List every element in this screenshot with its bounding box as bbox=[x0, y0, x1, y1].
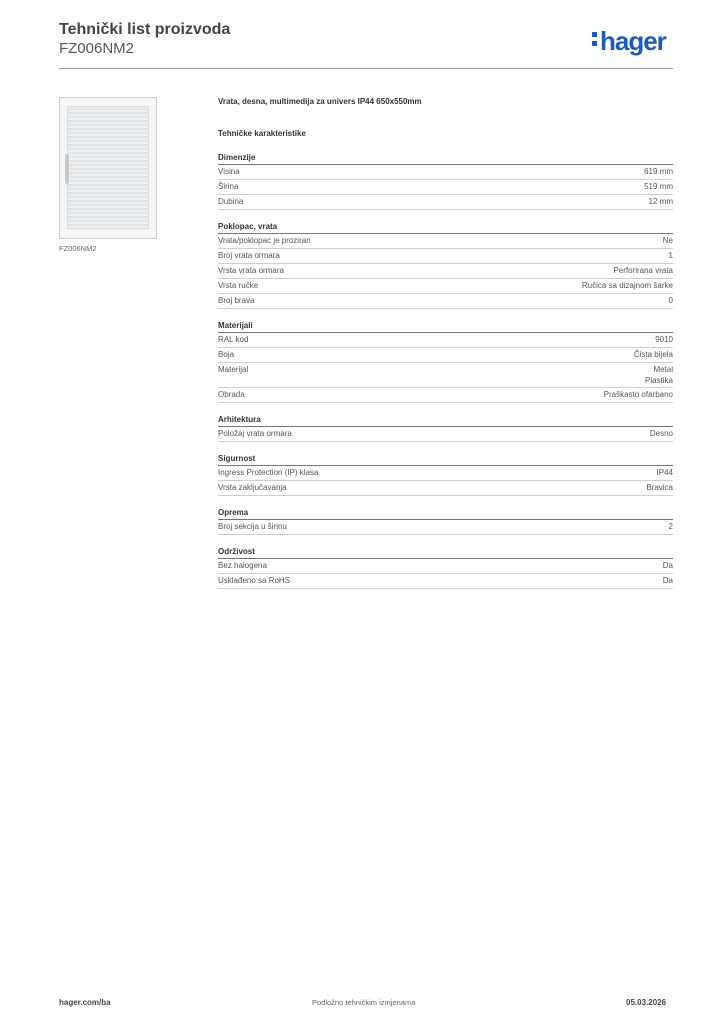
spec-group bbox=[218, 452, 673, 496]
image-caption: FZ006NM2 bbox=[59, 244, 97, 253]
page-title: Tehnički list proizvoda bbox=[59, 21, 231, 38]
spec-value bbox=[669, 294, 673, 308]
spec-label: Vrsta ručke bbox=[218, 281, 259, 290]
spec-value-line: Da bbox=[662, 576, 673, 585]
spec-value bbox=[655, 333, 673, 347]
spec-row bbox=[218, 466, 673, 481]
spec-row bbox=[218, 333, 673, 348]
door-panel-icon bbox=[67, 106, 149, 229]
spec-value-line: Čista bijela bbox=[633, 350, 673, 359]
spec-label: RAL kod bbox=[218, 335, 249, 344]
spec-label: Visina bbox=[218, 167, 240, 176]
spec-value-line: Ne bbox=[662, 236, 673, 245]
spec-label: Usklađeno sa RoHS bbox=[218, 576, 291, 585]
spec-label: Broj sekcija u širinu bbox=[218, 522, 287, 531]
spec-label: Materijal bbox=[218, 365, 249, 374]
hager-logo bbox=[592, 26, 666, 57]
group-title: Dimenzije bbox=[218, 151, 673, 165]
group-title: Poklopac, vrata bbox=[218, 220, 673, 234]
group-title: Održivost bbox=[218, 545, 673, 559]
door-handle-icon bbox=[65, 154, 69, 184]
spec-value-line: IP44 bbox=[656, 468, 673, 477]
spec-row bbox=[218, 363, 673, 388]
spec-row bbox=[218, 165, 673, 180]
spec-value bbox=[663, 234, 673, 248]
spec-value-line: 0 bbox=[668, 296, 673, 305]
product-description: Vrata, desna, multimedija za univers IP44 650x550mm bbox=[218, 97, 422, 106]
characteristics-title: Tehničke karakteristike bbox=[218, 129, 306, 138]
spec-value-line: 1 bbox=[668, 251, 673, 260]
spec-label: Širina bbox=[218, 182, 239, 191]
spec-row bbox=[218, 574, 673, 589]
spec-group bbox=[218, 319, 673, 403]
spec-row bbox=[218, 388, 673, 403]
logo-dots-icon bbox=[592, 32, 597, 50]
spec-row bbox=[218, 180, 673, 195]
spec-value-line: Perforirana vrata bbox=[613, 266, 673, 275]
spec-value-line: Praškasto ofarbano bbox=[603, 390, 673, 399]
spec-label: Broj vrata ormara bbox=[218, 251, 280, 260]
spec-value bbox=[663, 574, 673, 588]
spec-row bbox=[218, 427, 673, 442]
footer-notice: Podložno tehničkim izmjenama bbox=[312, 998, 416, 1007]
spec-label: Boja bbox=[218, 350, 235, 359]
spec-value bbox=[657, 466, 673, 480]
product-code: FZ006NM2 bbox=[59, 40, 135, 57]
spec-value bbox=[582, 279, 673, 293]
spec-content bbox=[218, 97, 673, 589]
spec-value-line: 2 bbox=[668, 522, 673, 531]
group-title: Oprema bbox=[218, 506, 673, 520]
product-image bbox=[59, 97, 157, 239]
spec-value bbox=[634, 348, 673, 362]
spec-value bbox=[604, 388, 673, 402]
spec-label: Vrsta vrata ormara bbox=[218, 266, 284, 275]
spec-row bbox=[218, 249, 673, 264]
spec-value bbox=[646, 481, 673, 495]
spec-value-line: Plastika bbox=[644, 376, 673, 385]
spec-value bbox=[669, 249, 673, 263]
spec-value bbox=[649, 195, 673, 209]
spec-label: Ingress Protection (IP) klasa bbox=[218, 468, 319, 477]
spec-label: Položaj vrata ormara bbox=[218, 429, 292, 438]
spec-group bbox=[218, 545, 673, 589]
spec-value bbox=[613, 264, 673, 278]
spec-value bbox=[645, 363, 673, 387]
spec-value bbox=[644, 180, 673, 194]
spec-value bbox=[644, 165, 673, 179]
spec-row bbox=[218, 195, 673, 210]
spec-group bbox=[218, 220, 673, 309]
group-title: Materijali bbox=[218, 319, 673, 333]
spec-value-line: 519 mm bbox=[644, 182, 673, 191]
spec-row bbox=[218, 264, 673, 279]
spec-groups bbox=[218, 151, 673, 589]
spec-row bbox=[218, 234, 673, 249]
footer-website: hager.com/ba bbox=[59, 998, 111, 1007]
spec-value-line: Da bbox=[662, 561, 673, 570]
spec-label: Vrsta zaključavanja bbox=[218, 483, 287, 492]
footer-date: 05.03.2026 bbox=[626, 998, 667, 1007]
spec-value-line: Desno bbox=[649, 429, 673, 438]
spec-value-line: Bravica bbox=[646, 483, 673, 492]
header-divider bbox=[59, 68, 673, 69]
logo-text: hager bbox=[600, 26, 666, 56]
spec-value bbox=[650, 427, 673, 441]
spec-row bbox=[218, 481, 673, 496]
spec-label: Broj brava bbox=[218, 296, 255, 305]
group-title: Arhitektura bbox=[218, 413, 673, 427]
spec-row bbox=[218, 348, 673, 363]
spec-label: Vrata/poklopac je proziran bbox=[218, 236, 311, 245]
spec-group bbox=[218, 151, 673, 210]
spec-value bbox=[663, 559, 673, 573]
spec-label: Bez halogena bbox=[218, 561, 267, 570]
spec-label: Dubina bbox=[218, 197, 244, 206]
spec-value-line: 12 mm bbox=[648, 197, 673, 206]
spec-group bbox=[218, 506, 673, 535]
spec-row bbox=[218, 559, 673, 574]
group-title: Sigurnost bbox=[218, 452, 673, 466]
spec-label: Obrada bbox=[218, 390, 245, 399]
spec-value-line: Metal bbox=[653, 365, 673, 374]
spec-value-line: Ručica sa dizajnom šarke bbox=[581, 281, 673, 290]
spec-value-line: 9010 bbox=[655, 335, 673, 344]
spec-row bbox=[218, 279, 673, 294]
spec-value bbox=[669, 520, 673, 534]
spec-group bbox=[218, 413, 673, 442]
spec-row bbox=[218, 520, 673, 535]
spec-row bbox=[218, 294, 673, 309]
spec-value-line: 619 mm bbox=[644, 167, 673, 176]
